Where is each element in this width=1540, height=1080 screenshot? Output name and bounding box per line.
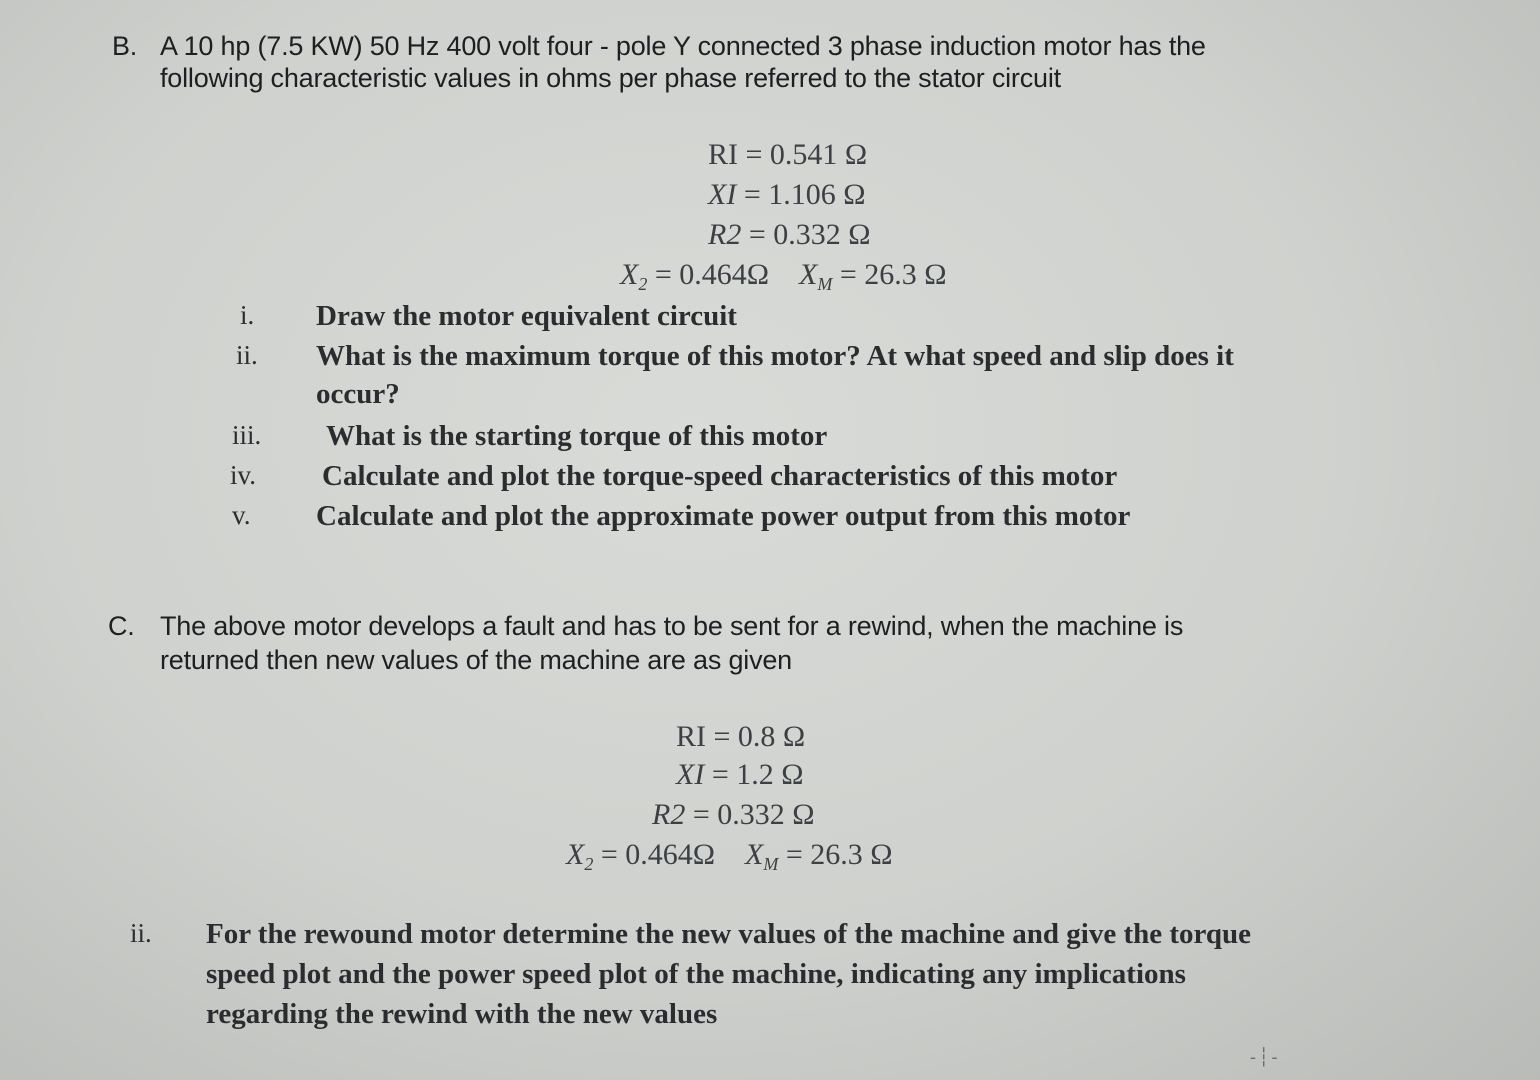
item-text-line1: For the rewound motor determine the new values of the machine and give the torque: [206, 918, 1251, 950]
item-number: i.: [240, 300, 255, 330]
section-b-label: B.: [112, 31, 138, 61]
item-text: Draw the motor equivalent circuit: [316, 300, 737, 332]
eq-x1: XI = 1.106 Ω: [708, 178, 866, 211]
item-text-line2: speed plot and the power speed plot of the machine, indicating any implications: [206, 958, 1186, 990]
section-c-intro-line1: The above motor develops a fault and has to be sent for a rewind, when the machine is: [160, 611, 1184, 641]
item-text: Calculate and plot the approximate power output from this motor: [316, 500, 1131, 532]
section-b-intro-line1: A 10 hp (7.5 KW) 50 Hz 400 volt four - pole Y connected 3 phase induction motor has the: [160, 31, 1206, 61]
section-c-label: C.: [108, 611, 135, 641]
eq-x2-xm: $X_2 = 0.464\Omega$ $X_M = 26.3$ Ω: [620, 258, 947, 294]
item-text: What is the maximum torque of this motor? At what speed and slip does it: [316, 340, 1234, 372]
eq-r1: RI = 0.541 Ω: [708, 138, 868, 171]
eq-r1: RI = 0.8 Ω: [676, 720, 806, 753]
eq-r2: R2 = 0.332 Ω: [708, 218, 871, 251]
cursor-crosshair-icon: -┆-: [1247, 1047, 1280, 1068]
item-text-line3: regarding the rewind with the new values: [206, 998, 718, 1030]
section-b-intro-line2: following characteristic values in ohms per phase referred to the stator circuit: [160, 63, 1061, 93]
item-number: ii.: [236, 340, 258, 370]
section-c-intro-line2: returned then new values of the machine are as given: [160, 645, 792, 675]
eq-x1: XI = 1.2 Ω: [676, 758, 804, 791]
item-text-continuation: occur?: [316, 378, 400, 410]
item-text: Calculate and plot the torque-speed characteristics of this motor: [322, 460, 1118, 492]
item-text: What is the starting torque of this motor: [326, 420, 828, 452]
item-number: v.: [232, 500, 251, 530]
eq-r2: R2 = 0.332 Ω: [652, 798, 815, 831]
item-number: iii.: [232, 420, 262, 450]
item-number: iv.: [230, 460, 256, 490]
eq-x2-xm: $X_2 = 0.464\Omega$ $X_M = 26.3$ Ω: [566, 838, 893, 874]
item-number: ii.: [130, 918, 152, 948]
